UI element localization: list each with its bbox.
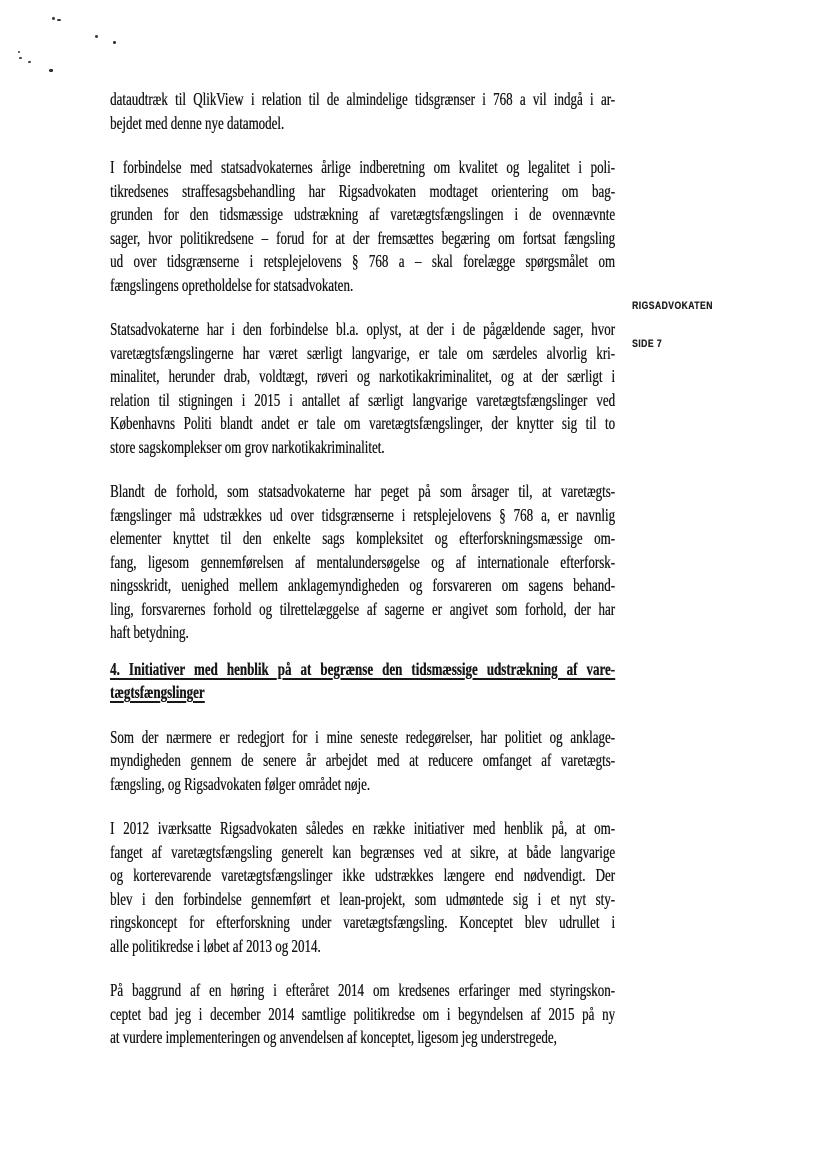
text-line: fængsling, og Rigsadvokaten følger området nøje. bbox=[110, 773, 371, 794]
body-paragraph bbox=[110, 726, 615, 797]
text-line: alle politikredse i løbet af 2013 og 2014. bbox=[110, 935, 321, 956]
text-line: ningsskridt, uenighed mellem anklagemyndigheden og forsvareren om sagens behand- bbox=[110, 575, 615, 595]
text-line: På baggrund af en høring i efteråret 2014 om kredsenes erfaringer med styringskon- bbox=[110, 980, 615, 1000]
text-line: I 2012 iværksatte Rigsadvokaten således en række initiativer med henblik på, at om- bbox=[110, 818, 615, 838]
text-line: fanget af varetægtsfængsling generelt kan begrænses ved at sikre, at både langvarige bbox=[110, 841, 615, 862]
scan-speck bbox=[57, 19, 61, 21]
text-line: blev i den forbindelse gennemført et lean-projekt, som udmøntede sig i et nyt sty- bbox=[110, 888, 615, 909]
text-line: 4. Initiativer med henblik på at begrænse den tidsmæssige udstrækning af vare- bbox=[110, 658, 615, 679]
text-line: haft betydning. bbox=[110, 622, 189, 642]
text-line: I forbindelse med statsadvokaternes årlige indberetning om kvalitet og legalitet i poli- bbox=[110, 157, 615, 177]
organization-label: RIGSADVOKATEN bbox=[632, 300, 713, 312]
text-line: minalitet, herunder drab, voldtægt, røveri og narkotikakriminalitet, og at der særligt i bbox=[110, 366, 615, 386]
scan-speck bbox=[95, 35, 98, 38]
text-line: Som der nærmere er redegjort for i mine seneste redegørelser, har politiet og anklage- bbox=[110, 726, 615, 747]
scan-speck bbox=[19, 57, 22, 59]
text-column bbox=[110, 88, 615, 1071]
scan-speck bbox=[18, 51, 20, 53]
text-line: ud over tidsgrænserne i retsplejelovens § 768 a – skal forelægge spørgsmålet om bbox=[110, 251, 615, 271]
text-line: relation til stigningen i 2015 i antallet af særligt langvarige varetægtsfængslinger ved bbox=[110, 389, 615, 410]
body-paragraph bbox=[110, 156, 615, 297]
text-line: fængslinger må udstrækkes ud over tidsgrænserne i retsplejelovens § 768 a, er navnlig bbox=[110, 504, 615, 525]
text-line: dataudtræk til QlikView i relation til de almindelige tidsgrænser i 768 a vil indgå i ar- bbox=[110, 89, 615, 109]
text-line: sager, hvor politikredsene – forud for at der fremsættes begæring om fortsat fængsling bbox=[110, 227, 615, 248]
text-line: bejdet med denne nye datamodel. bbox=[110, 112, 285, 133]
text-line: elementer knyttet til den enkelte sags kompleksitet og efterforskningsmæssige om- bbox=[110, 528, 615, 548]
body-paragraph bbox=[110, 318, 615, 459]
text-line: myndigheden gennem de senere år arbejdet med at reducere omfanget af varetægts- bbox=[110, 750, 615, 770]
text-line: Københavns Politi blandt andet er tale om varetægtsfængslinger, der knytter sig til to bbox=[110, 413, 615, 433]
text-line: store sagskomplekser om grov narkotikakriminalitet. bbox=[110, 436, 385, 457]
scan-speck bbox=[28, 61, 32, 64]
text-line: fang, ligesom gennemførelsen af mentalundersøgelse og af internationale efterforsk- bbox=[110, 551, 615, 572]
text-line: fængslingens opretholdelse for statsadvokaten. bbox=[110, 274, 354, 295]
page-number-label: SIDE 7 bbox=[632, 338, 662, 350]
text-line: Blandt de forhold, som statsadvokaterne har peget på som årsager til, at varetægts- bbox=[110, 481, 615, 501]
text-line: og korterevarende varetægtsfængslinger ikke udstrækkes længere end nødvendigt. Der bbox=[110, 865, 615, 885]
text-line: tikredsenes straffesagsbehandling har Rigsadvokaten modtaget orientering om bag- bbox=[110, 180, 615, 201]
text-line: ceptet bad jeg i december 2014 samtlige politikredse om i begyndelsen af 2015 på ny bbox=[110, 1003, 615, 1024]
section-heading bbox=[110, 658, 615, 705]
body-paragraph bbox=[110, 817, 615, 958]
scan-speck bbox=[113, 41, 116, 44]
text-line: at vurdere implementeringen og anvendelsen af konceptet, ligesom jeg understregede, bbox=[110, 1027, 557, 1047]
scan-speck bbox=[51, 16, 55, 20]
text-line: ringskoncept for efterforskning under varetægtsfængsling. Konceptet blev udrullet i bbox=[110, 912, 615, 932]
text-line: Statsadvokaterne har i den forbindelse bl.a. oplyst, at der i de pågældende sager, hvor bbox=[110, 319, 615, 339]
text-line: tægtsfængslinger bbox=[110, 682, 205, 702]
text-line: grunden for den tidsmæssige udstrækning af varetægtsfængslingen i de ovennævnte bbox=[110, 204, 615, 224]
body-paragraph bbox=[110, 979, 615, 1050]
body-paragraph bbox=[110, 480, 615, 645]
scan-speck bbox=[49, 69, 53, 72]
body-paragraph bbox=[110, 88, 615, 135]
text-line: varetægtsfængslingerne har været særligt langvarige, er tale om særdeles alvorlig kri- bbox=[110, 342, 615, 363]
text-line: ling, forsvarernes forhold og tilrettelæggelse af sagerne er angivet som forhold, der har bbox=[110, 598, 615, 619]
